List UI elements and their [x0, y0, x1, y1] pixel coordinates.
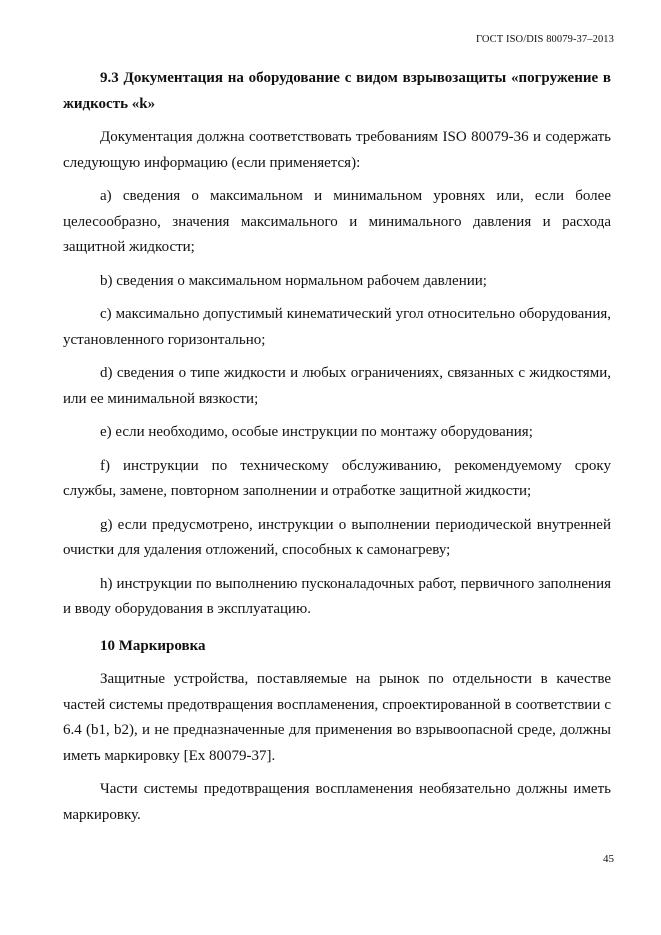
- list-item-b: b) сведения о максимальном нормальном рабочем давлении;: [100, 272, 487, 289]
- section-10-heading: 10 Маркировка: [100, 637, 206, 654]
- list-item-d: d) сведения о типе жидкости и любых ограничениях, связанных с жидкостями, или ее минимальной вязкости;: [63, 365, 611, 407]
- running-header-standard: ГОСТ ISO/DIS 80079-37–2013: [475, 34, 614, 45]
- section-10-paragraph-2: Части системы предотвращения воспламенения необязательно должны иметь маркировку.: [63, 781, 611, 823]
- list-item-g: g) если предусмотрено, инструкции о выполнении периодической внутренней очистки для удаления отложений, способных к самонагреву;: [63, 516, 611, 558]
- list-item-h: h) инструкции по выполнению пусконаладочных работ, первичного заполнения и вводу оборудования в эксплуатацию.: [63, 575, 611, 617]
- list-item-f: f) инструкции по техническому обслуживанию, рекомендуемому сроку службы, замене, повторном заполнении и отработке защитной жидкости;: [63, 457, 611, 499]
- page-body: [63, 66, 611, 836]
- list-item-c: c) максимально допустимый кинематический угол относительно оборудования, установленного горизонтально;: [63, 306, 611, 348]
- section-10-paragraph-1: Защитные устройства, поставляемые на рынок по отдельности в качестве частей системы предотвращения воспламенения, спроектированной в соответствии с 6.4 (b1, b2), и не предназначенные для применения во взрывоопасной среде, должны иметь маркировку [Ex 80079-37].: [63, 671, 611, 764]
- page-number: 45: [603, 853, 614, 865]
- section-9-3-intro: Документация должна соответствовать требованиям ISO 80079-36 и содержать следующую информацию (если применяется):: [63, 129, 611, 171]
- list-item-e: e) если необходимо, особые инструкции по монтажу оборудования;: [100, 424, 533, 440]
- section-9-3-heading: 9.3 Документация на оборудование с видом взрывозащиты «погружение в жидкость «k»: [63, 70, 611, 112]
- list-item-a: а) сведения о максимальном и минимальном уровнях или, если более целесообразно, значения максимального и минимального давления и расхода защитной жидкости;: [63, 188, 611, 255]
